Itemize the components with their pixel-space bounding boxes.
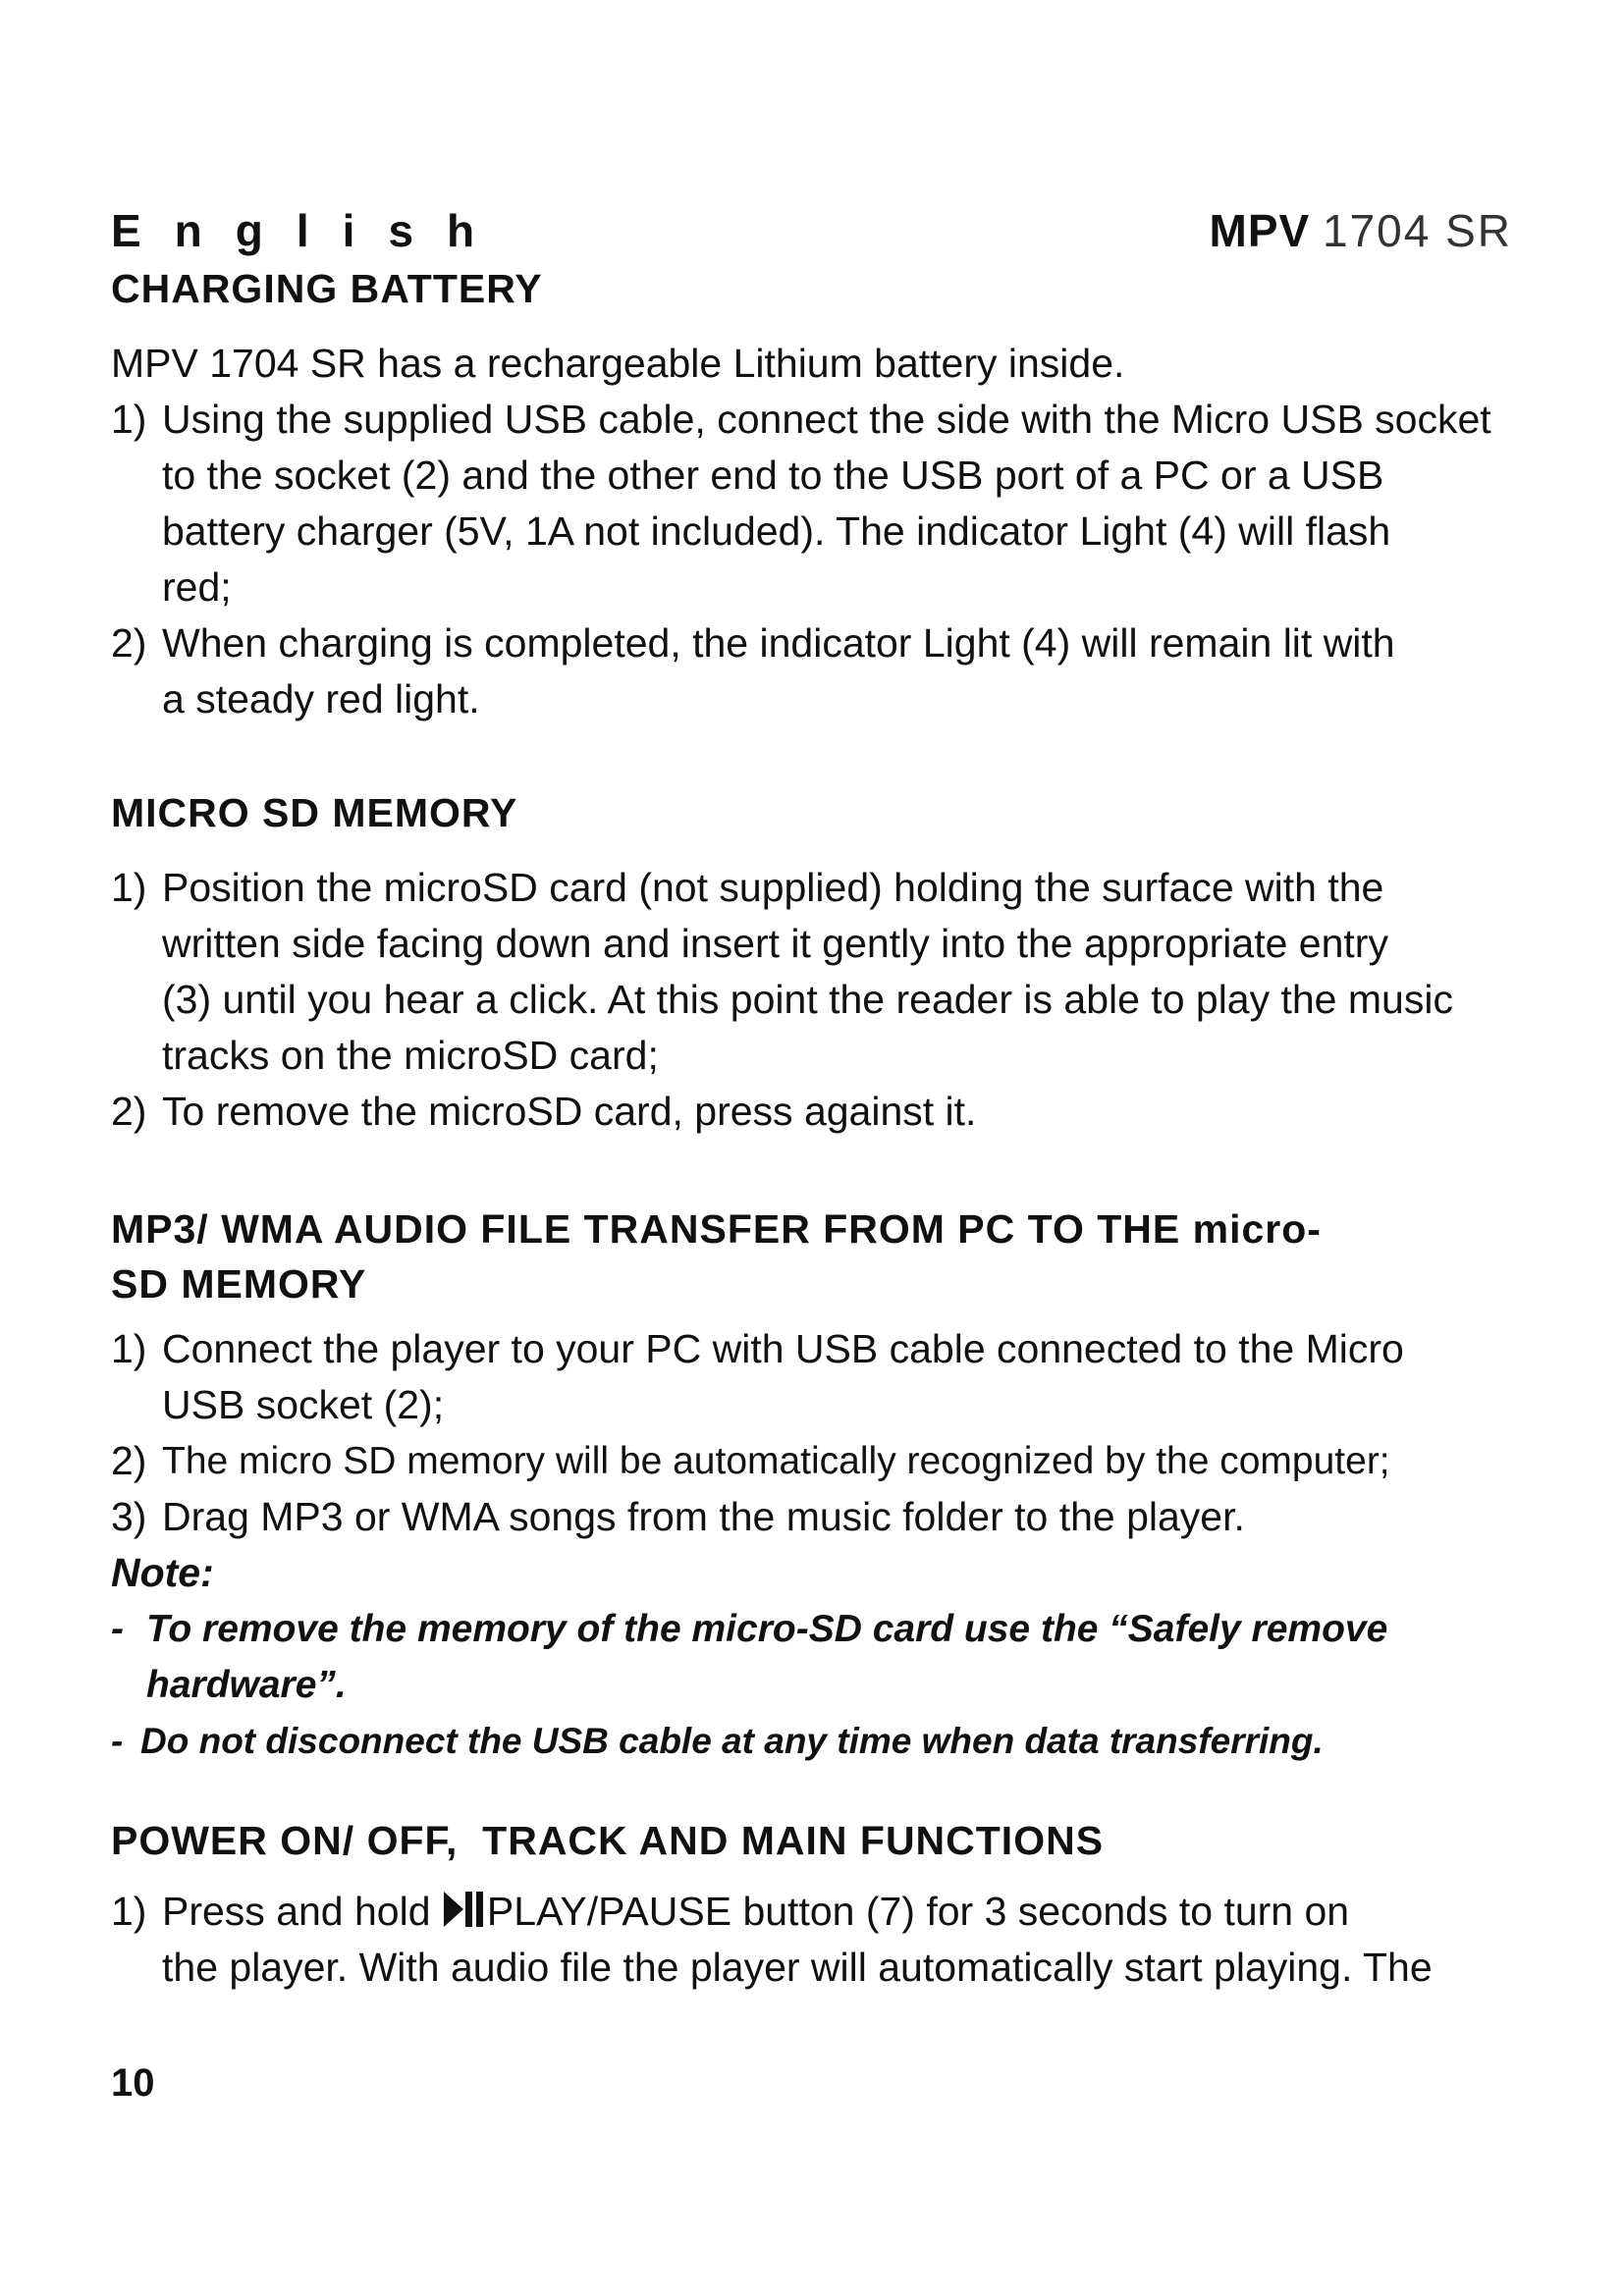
section-charging — [111, 261, 1584, 727]
text-line: Drag MP3 or WMA songs from the music folder to the player. — [162, 1494, 1245, 1539]
text-line: Do not disconnect the USB cable at any time when data transferring. — [140, 1721, 1324, 1761]
list-item-text — [162, 1489, 1245, 1545]
list-item — [111, 1084, 1584, 1140]
text-line: To remove the memory of the micro-SD card use the “Safely remove — [146, 1608, 1388, 1650]
list-item-text — [162, 1884, 1433, 1996]
note-text — [146, 1601, 1387, 1713]
section-transfer — [111, 1201, 1584, 1769]
list-item-number: 2) — [111, 620, 147, 666]
section-title-transfer-line1: MP3/ WMA AUDIO FILE TRANSFER FROM PC TO THE micro- — [111, 1206, 1322, 1252]
model-label — [1209, 205, 1512, 256]
list-item — [111, 1321, 1584, 1433]
charging-intro: MPV 1704 SR has a rechargeable Lithium battery inside. — [111, 341, 1125, 386]
text-line: (3) until you hear a click. At this point the reader is able to play the music — [162, 977, 1453, 1022]
text-line: tracks on the microSD card; — [162, 1033, 659, 1078]
text-line: When charging is completed, the indicator Light (4) will remain lit with — [162, 620, 1395, 666]
text-line: hardware”. — [146, 1664, 347, 1706]
note-item — [111, 1713, 1584, 1769]
text-line: Connect the player to your PC with USB cable connected to the Micro — [162, 1326, 1404, 1371]
text-line: To remove the microSD card, press against it. — [162, 1089, 977, 1134]
list-item-number: 1) — [111, 397, 147, 442]
note-dash: - — [111, 1721, 124, 1761]
section-title-transfer-line2: SD MEMORY — [111, 1261, 367, 1307]
list-item-number: 1) — [111, 1889, 147, 1934]
text-line: the player. With audio file the player will automatically start playing. The — [162, 1945, 1433, 1990]
list-item — [111, 1489, 1584, 1545]
note-dash: - — [111, 1608, 124, 1650]
text-line: a steady red light. — [162, 676, 480, 721]
text-line: Using the supplied USB cable, connect the side with the Micro USB socket — [162, 397, 1491, 442]
list-item-text — [162, 1321, 1404, 1433]
text-line — [162, 1884, 1433, 1940]
list-item — [111, 1884, 1584, 1996]
play-pause-icon — [442, 1888, 487, 1931]
text-line: to the socket (2) and the other end to the USB port of a PC or a USB — [162, 453, 1384, 498]
note-title: Note: — [111, 1550, 214, 1595]
list-item-number: 2) — [111, 1089, 147, 1134]
model-brand: MPV — [1209, 205, 1311, 256]
list-item-text — [162, 392, 1491, 615]
list-item-text — [162, 1433, 1390, 1489]
note-text — [140, 1713, 1324, 1769]
list-item — [111, 615, 1584, 727]
list-item-number: 2) — [111, 1438, 147, 1483]
text-line: The micro SD memory will be automatically recognized by the computer; — [162, 1440, 1390, 1482]
list-item — [111, 392, 1584, 615]
note-item — [111, 1601, 1584, 1713]
list-item-text — [162, 615, 1395, 727]
list-item-text — [162, 1084, 976, 1140]
model-number: 1704 SR — [1322, 205, 1512, 256]
text-line: USB socket (2); — [162, 1382, 445, 1427]
list-item-number: 1) — [111, 1326, 147, 1371]
list-item-number: 3) — [111, 1494, 147, 1539]
language-label: English — [111, 205, 509, 256]
section-title-microsd: MICRO SD MEMORY — [111, 790, 518, 835]
text-line: Position the microSD card (not supplied) holding the surface with the — [162, 865, 1384, 910]
list-item-text — [162, 860, 1453, 1084]
text-fragment: Press and hold — [162, 1889, 431, 1934]
page-number: 10 — [111, 2061, 155, 2105]
section-title-power: POWER ON/ OFF, TRACK AND MAIN FUNCTIONS — [111, 1818, 1105, 1863]
section-microsd — [111, 785, 1584, 1140]
text-line: written side facing down and insert it gently into the appropriate entry — [162, 921, 1388, 966]
text-line: red; — [162, 564, 232, 610]
text-fragment: PLAY/PAUSE button (7) for 3 seconds to turn on — [486, 1889, 1350, 1934]
list-item-number: 1) — [111, 865, 147, 910]
list-item — [111, 1433, 1584, 1489]
section-power — [111, 1813, 1584, 1996]
text-line: battery charger (5V, 1A not included). The indicator Light (4) will flash — [162, 508, 1391, 554]
list-item — [111, 860, 1584, 1084]
section-title-charging: CHARGING BATTERY — [111, 266, 543, 311]
